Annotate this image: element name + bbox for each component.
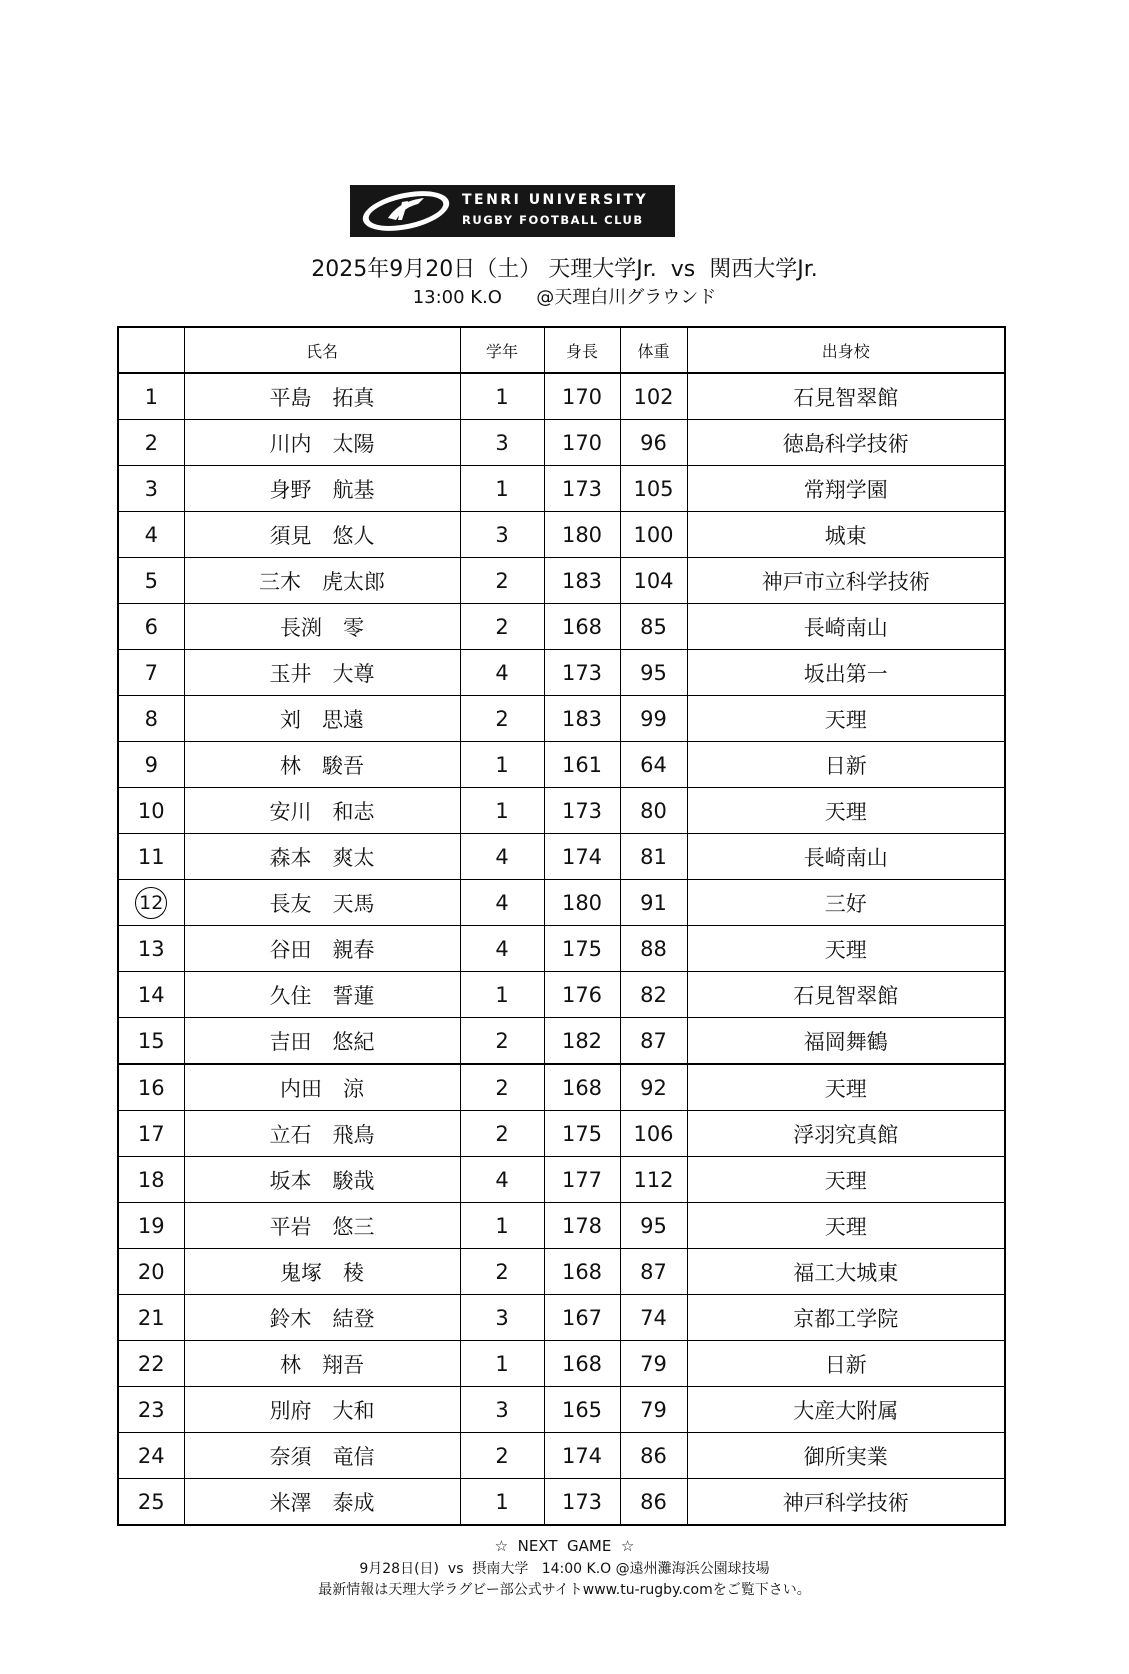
player-height: 168	[544, 1341, 620, 1387]
player-name: 鬼塚 稜	[184, 1249, 460, 1295]
player-name: 鈴木 結登	[184, 1295, 460, 1341]
player-number: 18	[118, 1157, 184, 1203]
player-height: 178	[544, 1203, 620, 1249]
player-school: 浮羽究真館	[687, 1111, 1005, 1157]
player-height: 177	[544, 1157, 620, 1203]
player-height: 170	[544, 420, 620, 466]
player-grade: 1	[460, 1203, 544, 1249]
player-name: 安川 和志	[184, 788, 460, 834]
player-grade: 2	[460, 604, 544, 650]
player-grade: 1	[460, 373, 544, 420]
player-name: 別府 大和	[184, 1387, 460, 1433]
player-name: 吉田 悠紀	[184, 1018, 460, 1065]
player-school: 石見智翠館	[687, 972, 1005, 1018]
player-grade: 1	[460, 788, 544, 834]
player-school: 御所実業	[687, 1433, 1005, 1479]
player-height: 180	[544, 880, 620, 926]
table-row	[118, 650, 1005, 696]
player-grade: 1	[460, 742, 544, 788]
player-height: 180	[544, 512, 620, 558]
player-school: 神戸科学技術	[687, 1479, 1005, 1526]
player-weight: 87	[620, 1249, 687, 1295]
player-grade: 1	[460, 972, 544, 1018]
player-grade: 2	[460, 558, 544, 604]
player-name: 坂本 駿哉	[184, 1157, 460, 1203]
player-height: 167	[544, 1295, 620, 1341]
table-row	[118, 604, 1005, 650]
player-grade: 3	[460, 1387, 544, 1433]
player-weight: 96	[620, 420, 687, 466]
player-height: 174	[544, 834, 620, 880]
player-weight: 79	[620, 1341, 687, 1387]
website-notice: 最新情報は天理大学ラグビー部公式サイトwww.tu-rugby.comをご覧下さい。	[318, 1582, 811, 1598]
table-row	[118, 1018, 1005, 1065]
player-grade: 1	[460, 466, 544, 512]
player-grade: 4	[460, 650, 544, 696]
table-row	[118, 1203, 1005, 1249]
player-number: 3	[118, 466, 184, 512]
player-height: 176	[544, 972, 620, 1018]
player-height: 173	[544, 650, 620, 696]
player-school: 日新	[687, 742, 1005, 788]
player-name: 川内 太陽	[184, 420, 460, 466]
table-row	[118, 1479, 1005, 1526]
player-height: 183	[544, 558, 620, 604]
player-school: 天理	[687, 696, 1005, 742]
player-grade: 2	[460, 1064, 544, 1111]
player-school: 徳島科学技術	[687, 420, 1005, 466]
player-name: 平岩 悠三	[184, 1203, 460, 1249]
player-name: 奈須 竜信	[184, 1433, 460, 1479]
table-row	[118, 972, 1005, 1018]
player-weight: 88	[620, 926, 687, 972]
table-row-captain	[118, 880, 1005, 926]
match-title: 2025年9月20日（土） 天理大学Jr. vs 関西大学Jr.	[311, 257, 818, 282]
player-name: 長友 天馬	[184, 880, 460, 926]
player-weight: 105	[620, 466, 687, 512]
player-number: 7	[118, 650, 184, 696]
player-height: 161	[544, 742, 620, 788]
header-grade: 学年	[460, 327, 544, 373]
player-weight: 100	[620, 512, 687, 558]
table-row	[118, 373, 1005, 420]
player-school: 長崎南山	[687, 834, 1005, 880]
roster-table	[117, 326, 1006, 1526]
player-grade: 3	[460, 420, 544, 466]
table-row	[118, 1387, 1005, 1433]
player-grade: 4	[460, 1157, 544, 1203]
player-height: 173	[544, 788, 620, 834]
player-weight: 74	[620, 1295, 687, 1341]
table-header-row	[118, 327, 1005, 373]
player-number: 11	[118, 834, 184, 880]
header-name: 氏名	[184, 327, 460, 373]
player-grade: 2	[460, 1111, 544, 1157]
player-school: 常翔学園	[687, 466, 1005, 512]
player-number: 23	[118, 1387, 184, 1433]
player-school: 福工大城東	[687, 1249, 1005, 1295]
header-number	[118, 327, 184, 373]
player-name: 刘 思遠	[184, 696, 460, 742]
player-name: 米澤 泰成	[184, 1479, 460, 1526]
player-school: 坂出第一	[687, 650, 1005, 696]
table-row	[118, 696, 1005, 742]
table-row	[118, 1341, 1005, 1387]
logo-university-text: TENRI UNIVERSITY	[462, 192, 649, 208]
captain-circled-number: 12	[135, 887, 167, 919]
player-weight: 86	[620, 1479, 687, 1526]
player-name: 三木 虎太郎	[184, 558, 460, 604]
player-school: 天理	[687, 788, 1005, 834]
player-number: 14	[118, 972, 184, 1018]
player-weight: 112	[620, 1157, 687, 1203]
player-name: 内田 涼	[184, 1064, 460, 1111]
player-number: 15	[118, 1018, 184, 1065]
club-emblem-icon	[358, 188, 454, 234]
player-height: 173	[544, 1479, 620, 1526]
player-height: 174	[544, 1433, 620, 1479]
player-school: 長崎南山	[687, 604, 1005, 650]
table-row	[118, 558, 1005, 604]
header-height: 身長	[544, 327, 620, 373]
player-number: 5	[118, 558, 184, 604]
player-name: 玉井 大尊	[184, 650, 460, 696]
table-row	[118, 742, 1005, 788]
table-row	[118, 512, 1005, 558]
table-row	[118, 834, 1005, 880]
player-weight: 102	[620, 373, 687, 420]
player-weight: 85	[620, 604, 687, 650]
header-school: 出身校	[687, 327, 1005, 373]
logo-club-text: RUGBY FOOTBALL CLUB	[462, 213, 644, 227]
player-weight: 95	[620, 650, 687, 696]
table-row	[118, 788, 1005, 834]
player-grade: 2	[460, 1018, 544, 1065]
player-school: 天理	[687, 926, 1005, 972]
table-row	[118, 1111, 1005, 1157]
player-grade: 1	[460, 1479, 544, 1526]
player-height: 182	[544, 1018, 620, 1065]
player-number: 17	[118, 1111, 184, 1157]
player-number: 2	[118, 420, 184, 466]
table-row	[118, 926, 1005, 972]
player-weight: 64	[620, 742, 687, 788]
player-name: 林 駿吾	[184, 742, 460, 788]
player-grade: 3	[460, 1295, 544, 1341]
player-weight: 80	[620, 788, 687, 834]
player-height: 173	[544, 466, 620, 512]
next-game-details: 9月28日(日) vs 摂南大学 14:00 K.O @遠州灘海浜公園球技場	[359, 1561, 770, 1577]
table-row	[118, 1249, 1005, 1295]
player-number: 16	[118, 1064, 184, 1111]
player-number: 19	[118, 1203, 184, 1249]
player-number: 13	[118, 926, 184, 972]
table-row	[118, 420, 1005, 466]
player-height: 175	[544, 1111, 620, 1157]
player-school: 城東	[687, 512, 1005, 558]
player-school: 三好	[687, 880, 1005, 926]
player-grade: 3	[460, 512, 544, 558]
player-school: 京都工学院	[687, 1295, 1005, 1341]
player-height: 168	[544, 1249, 620, 1295]
table-row	[118, 1157, 1005, 1203]
player-school: 日新	[687, 1341, 1005, 1387]
player-weight: 99	[620, 696, 687, 742]
player-height: 183	[544, 696, 620, 742]
player-name: 長渕 零	[184, 604, 460, 650]
player-number: 4	[118, 512, 184, 558]
player-weight: 86	[620, 1433, 687, 1479]
player-number: 10	[118, 788, 184, 834]
table-row	[118, 1064, 1005, 1111]
player-weight: 95	[620, 1203, 687, 1249]
player-school: 天理	[687, 1203, 1005, 1249]
player-number: 21	[118, 1295, 184, 1341]
player-school: 天理	[687, 1157, 1005, 1203]
player-grade: 4	[460, 926, 544, 972]
player-grade: 2	[460, 696, 544, 742]
player-height: 168	[544, 604, 620, 650]
player-number	[118, 880, 184, 926]
table-row	[118, 1295, 1005, 1341]
player-number: 22	[118, 1341, 184, 1387]
player-school: 大産大附属	[687, 1387, 1005, 1433]
header-weight: 体重	[620, 327, 687, 373]
player-weight: 81	[620, 834, 687, 880]
player-weight: 104	[620, 558, 687, 604]
player-weight: 91	[620, 880, 687, 926]
player-number: 24	[118, 1433, 184, 1479]
player-number: 6	[118, 604, 184, 650]
player-height: 175	[544, 926, 620, 972]
next-game-heading: ☆ NEXT GAME ☆	[494, 1537, 635, 1555]
player-number: 9	[118, 742, 184, 788]
player-weight: 106	[620, 1111, 687, 1157]
player-height: 170	[544, 373, 620, 420]
player-weight: 82	[620, 972, 687, 1018]
player-weight: 79	[620, 1387, 687, 1433]
player-school: 天理	[687, 1064, 1005, 1111]
player-grade: 2	[460, 1249, 544, 1295]
player-school: 石見智翠館	[687, 373, 1005, 420]
player-number: 8	[118, 696, 184, 742]
match-kickoff-venue: 13:00 K.O @天理白川グラウンド	[412, 287, 717, 308]
player-school: 神戸市立科学技術	[687, 558, 1005, 604]
player-weight: 87	[620, 1018, 687, 1065]
player-grade: 4	[460, 834, 544, 880]
player-number: 20	[118, 1249, 184, 1295]
table-row	[118, 466, 1005, 512]
player-grade: 1	[460, 1341, 544, 1387]
player-name: 森本 爽太	[184, 834, 460, 880]
player-school: 福岡舞鶴	[687, 1018, 1005, 1065]
player-number: 25	[118, 1479, 184, 1526]
table-row	[118, 1433, 1005, 1479]
player-grade: 4	[460, 880, 544, 926]
player-name: 須見 悠人	[184, 512, 460, 558]
player-grade: 2	[460, 1433, 544, 1479]
player-name: 平島 拓真	[184, 373, 460, 420]
player-height: 165	[544, 1387, 620, 1433]
player-name: 林 翔吾	[184, 1341, 460, 1387]
player-number: 1	[118, 373, 184, 420]
player-name: 谷田 親春	[184, 926, 460, 972]
player-height: 168	[544, 1064, 620, 1111]
player-name: 立石 飛鳥	[184, 1111, 460, 1157]
player-weight: 92	[620, 1064, 687, 1111]
player-name: 身野 航基	[184, 466, 460, 512]
player-name: 久住 誓蓮	[184, 972, 460, 1018]
club-logo	[350, 185, 675, 237]
